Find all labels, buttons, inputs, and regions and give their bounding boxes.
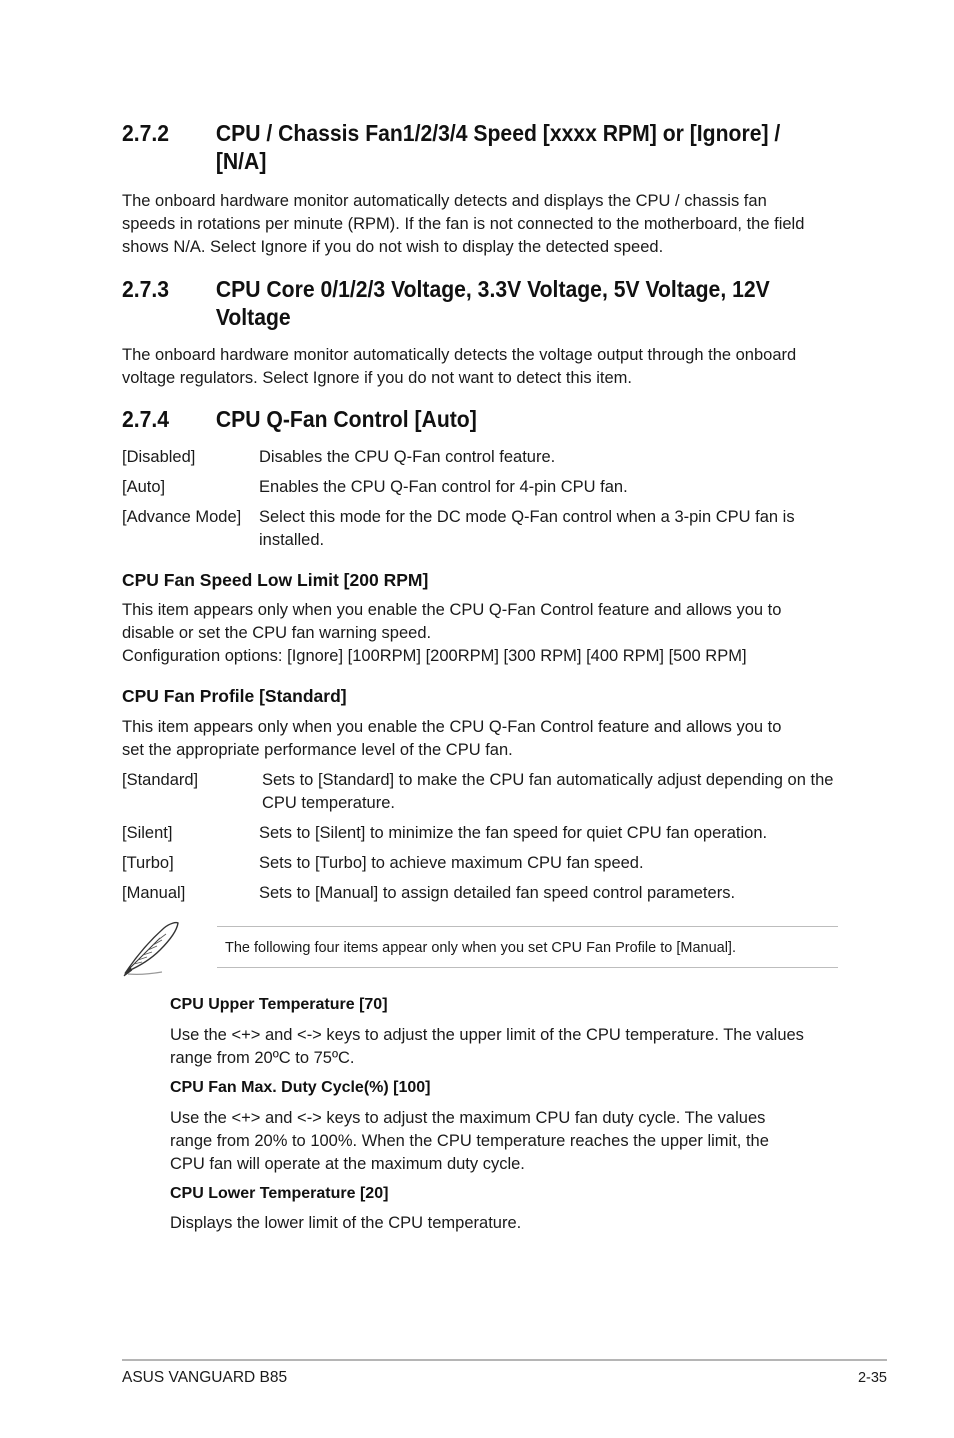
upper-temperature-body — [170, 1024, 850, 1070]
section-2-7-3-heading — [122, 275, 876, 335]
section-2-7-4-heading — [122, 405, 876, 435]
note-bottom-rule — [217, 967, 838, 968]
option-desc-standard: Sets to [Standard] to make the CPU fan automatically adjust depending on the CPU temperature. — [262, 771, 834, 812]
paragraph-line: This item appears only when you enable the CPU Q-Fan Control feature and allows you to — [122, 718, 782, 736]
paragraph-line: shows N/A. Select Ignore if you do not wish to display the detected speed. — [122, 238, 664, 256]
max-duty-cycle-body — [170, 1107, 850, 1176]
fan-profile-heading: CPU Fan Profile [Standard] — [122, 686, 347, 706]
paragraph-line: Use the <+> and <-> keys to adjust the maximum CPU fan duty cycle. The values — [170, 1109, 766, 1127]
option-desc-silent: Sets to [Silent] to minimize the fan speed for quiet CPU fan operation. — [259, 824, 768, 842]
section-title: CPU / Chassis Fan1/2/3/4 Speed [xxxx RPM] or [Ignore] / [N/A] — [215, 120, 781, 174]
option-key-advance-mode: [Advance Mode] — [122, 508, 242, 526]
fan-speed-low-limit-body — [122, 599, 842, 668]
option-key-standard: [Standard] — [122, 771, 199, 789]
section-2-7-2-body — [122, 190, 842, 259]
paragraph-line: range from 20ºC to 75ºC. — [170, 1049, 355, 1067]
page-number: 2-35 — [857, 1370, 887, 1386]
option-desc-advance-mode: Select this mode for the DC mode Q-Fan control when a 3-pin CPU fan is installed. — [259, 508, 795, 549]
option-desc-auto: Enables the CPU Q-Fan control for 4-pin CPU fan. — [259, 478, 628, 496]
option-desc-manual: Sets to [Manual] to assign detailed fan speed control parameters. — [259, 884, 736, 902]
paragraph-line: Displays the lower limit of the CPU temperature. — [170, 1214, 522, 1232]
section-number: 2.7.2 — [122, 120, 170, 146]
footer-product-name: ASUS VANGUARD B85 — [122, 1369, 288, 1386]
section-title: CPU Core 0/1/2/3 Voltage, 3.3V Voltage, 5V Voltage, 12V Voltage — [215, 276, 770, 330]
option-desc-disabled: Disables the CPU Q-Fan control feature. — [259, 448, 556, 466]
paragraph-line: voltage regulators. Select Ignore if you do not want to detect this item. — [122, 369, 632, 387]
fan-profile-body — [122, 716, 842, 762]
paragraph-line: set the appropriate performance level of the CPU fan. — [122, 741, 513, 759]
option-key-turbo: [Turbo] — [122, 854, 174, 872]
section-2-7-3-body — [122, 344, 842, 390]
section-number: 2.7.4 — [122, 406, 170, 432]
paragraph-line: The onboard hardware monitor automatically detects and displays the CPU / chassis fan — [122, 192, 767, 210]
option-desc-turbo: Sets to [Turbo] to achieve maximum CPU fan speed. — [259, 854, 644, 872]
option-key-disabled: [Disabled] — [122, 448, 196, 466]
note-top-rule — [217, 926, 838, 927]
paragraph-line: This item appears only when you enable the CPU Q-Fan Control feature and allows you to — [122, 601, 782, 619]
section-number: 2.7.3 — [122, 276, 170, 302]
option-key-manual: [Manual] — [122, 884, 186, 902]
paragraph-line: The onboard hardware monitor automatically detects the voltage output through the onboard — [122, 346, 797, 364]
upper-temperature-heading: CPU Upper Temperature [70] — [170, 996, 388, 1013]
paragraph-line: Use the <+> and <-> keys to adjust the upper limit of the CPU temperature. The values — [170, 1026, 804, 1044]
note-text: The following four items appear only when you set CPU Fan Profile to [Manual]. — [225, 940, 736, 956]
quill-pen-icon — [120, 920, 182, 978]
footer-rule — [122, 1359, 887, 1361]
paragraph-line: Configuration options: [Ignore] [100RPM] [200RPM] [300 RPM] [400 RPM] [500 RPM] — [122, 647, 747, 665]
paragraph-line: speeds in rotations per minute (RPM). If the fan is not connected to the motherboard, the field — [122, 215, 805, 233]
lower-temperature-body — [170, 1212, 850, 1235]
section-2-7-2-heading — [122, 119, 876, 179]
paragraph-line: disable or set the CPU fan warning speed. — [122, 624, 432, 642]
lower-temperature-heading: CPU Lower Temperature [20] — [170, 1185, 389, 1202]
option-key-silent: [Silent] — [122, 824, 173, 842]
paragraph-line: range from 20% to 100%. When the CPU temperature reaches the upper limit, the — [170, 1132, 769, 1150]
fan-speed-low-limit-heading: CPU Fan Speed Low Limit [200 RPM] — [122, 570, 429, 590]
option-key-auto: [Auto] — [122, 478, 166, 496]
section-title: CPU Q-Fan Control [Auto] — [215, 406, 477, 432]
paragraph-line: CPU fan will operate at the maximum duty cycle. — [170, 1155, 525, 1173]
max-duty-cycle-heading: CPU Fan Max. Duty Cycle(%) [100] — [170, 1079, 431, 1096]
